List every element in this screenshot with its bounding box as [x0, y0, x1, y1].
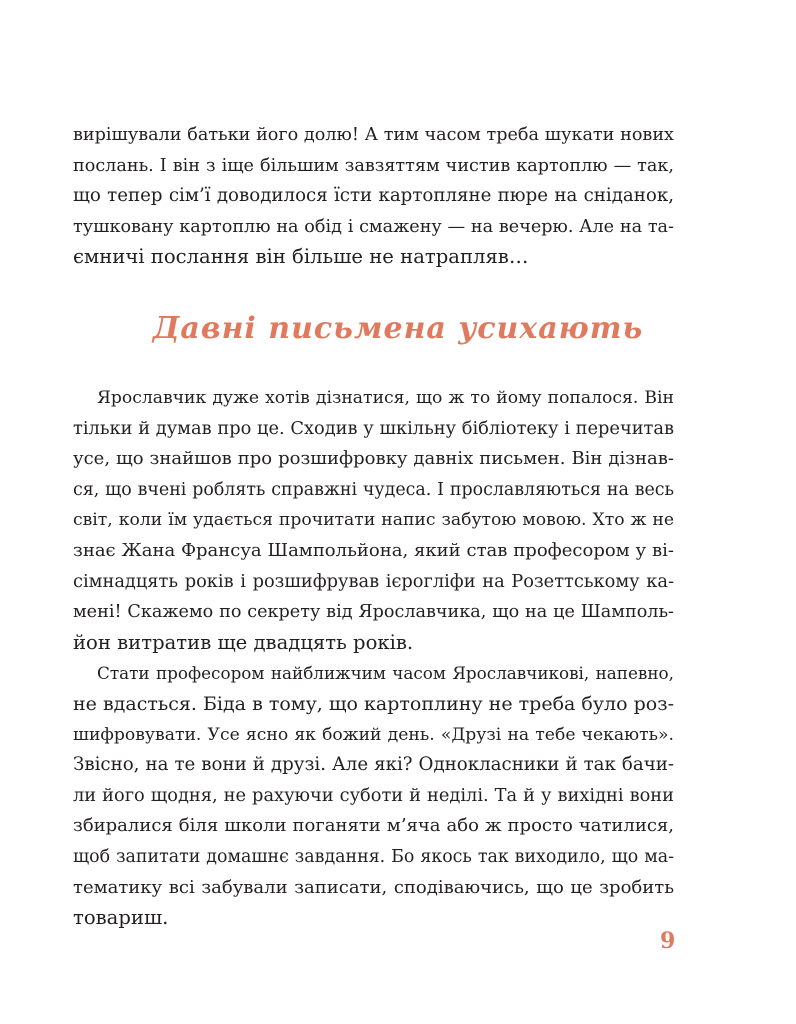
text-line: щоб запитати домашнє завдання. Бо якось так виходило, що ма-: [73, 846, 674, 867]
page-number: 9: [660, 928, 676, 954]
text-line: тушковану картоплю на обід і смажену — на вечерю. Але на та-: [73, 216, 674, 237]
text-line: сімнадцять років і розшифрував ієрогліфи на Розеттському ка-: [73, 570, 674, 592]
main-text: [73, 383, 674, 934]
text-line: йон витратив ще двадцять років.: [73, 630, 414, 654]
text-line: тільки й думав про це. Сходив у шкільну бібліотеку і перечитав: [73, 417, 674, 439]
text-line: ся, що вчені роблять справжні чудеса. І прославляються на весь: [73, 479, 674, 500]
text-line: знає Жана Франсуа Шампольйона, який став професором у ві-: [73, 539, 674, 561]
text-line: що тепер сім’ї доводилося їсти картопляне пюре на сніданок,: [73, 185, 674, 207]
text-line: світ, коли їм удається прочитати напис забутою мовою. Хто ж не: [73, 510, 674, 531]
text-line: мені! Скажемо по секрету від Ярославчика, що на це Шамполь-: [73, 602, 674, 623]
text-line: товариш.: [73, 906, 169, 930]
text-line: Звісно, на те вони й друзі. Але які? Однокласники й так бачи-: [73, 754, 674, 776]
text-line: збиралися біля школи поганяти м’яча або ж просто чатилися,: [73, 815, 674, 837]
paragraph-1: [73, 383, 674, 658]
text-line: усе, що знайшов про розшифровку давніх письмен. Він дізнав-: [73, 448, 674, 470]
text-line: Стати професором найближчим часом Ярославчикові, напевно,: [97, 663, 674, 684]
text-line: послань. І він з іще більшим завзяттям чистив картоплю — так,: [73, 155, 674, 176]
text-line: ли його щодня, не рахуючи суботи й неділі. Та й у вихідні вони: [73, 784, 674, 806]
text-line: ємничі послання він більше не натрапляв…: [73, 245, 529, 269]
text-line: вирішували батьки його долю! А тим часом треба шукати нових: [73, 125, 674, 145]
paragraph-2: [73, 658, 674, 933]
text-line: не вдасться. Біда в тому, що картоплину не треба було роз-: [73, 692, 674, 715]
text-line: шифровувати. Усе ясно як божий день. «Друзі на тебе чекають».: [73, 724, 674, 745]
chapter-heading: Давні письмена усихають: [152, 311, 644, 346]
text-line: тематику всі забували записати, сподіваючись, що це зробить: [73, 876, 674, 898]
top-paragraph: [73, 120, 674, 273]
text-line: Ярославчик дуже хотів дізнатися, що ж то йому попалося. Він: [97, 388, 674, 408]
